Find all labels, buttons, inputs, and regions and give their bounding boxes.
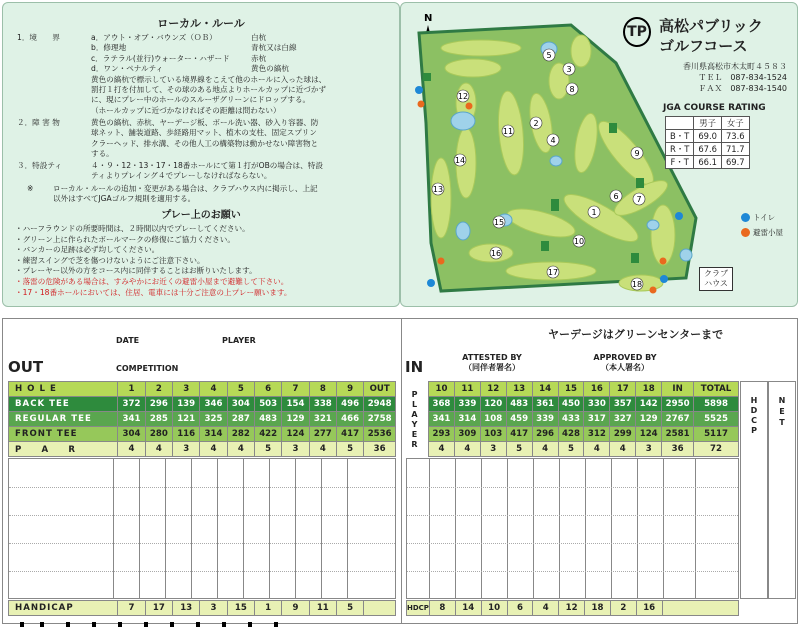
legend-shelter	[741, 227, 783, 238]
yardage-total: 2581	[662, 427, 694, 442]
back-tee-row	[429, 397, 739, 412]
handicap: 7	[118, 601, 145, 616]
out-score-table	[8, 381, 396, 457]
rule-text: する。	[91, 149, 114, 159]
attested-title: ATTESTED BY	[462, 353, 522, 362]
yardage: 466	[336, 412, 363, 427]
net-column[interactable]	[768, 381, 796, 599]
handicap: 2	[610, 601, 636, 616]
hole-7	[633, 193, 645, 205]
hole-total: IN	[662, 382, 694, 397]
hole-10	[573, 235, 585, 247]
shelter-icon	[660, 258, 667, 265]
rule-obstruction	[17, 118, 393, 160]
print-mark	[20, 622, 24, 627]
par: 4	[584, 442, 610, 457]
note-mark: ※	[27, 184, 34, 193]
hole-number: 15	[558, 382, 584, 397]
out-handicap-table	[8, 600, 396, 616]
handicap: 5	[336, 601, 363, 616]
hole-row	[9, 382, 396, 397]
in-handicap-table	[406, 600, 739, 616]
yardage: 120	[480, 397, 506, 412]
svg-text:9: 9	[634, 149, 640, 158]
yardage: 129	[636, 412, 662, 427]
handicap: 6	[507, 601, 533, 616]
print-mark	[274, 622, 278, 627]
yardage-grand-total: 5525	[694, 412, 739, 427]
hdcp-v-text: HDCP	[749, 396, 759, 436]
legend-label: 避雷小屋	[753, 228, 783, 237]
yardage: 327	[610, 412, 636, 427]
yardage: 142	[636, 397, 662, 412]
svg-text:5: 5	[546, 51, 552, 60]
yardage: 139	[173, 397, 200, 412]
clubhouse-line: クラブ	[704, 269, 728, 278]
print-mark	[248, 622, 252, 627]
legend-label: トイレ	[753, 213, 776, 222]
scorecard-divider	[401, 318, 402, 624]
svg-text:12: 12	[457, 92, 469, 101]
yardage: 341	[118, 412, 145, 427]
shelter-icon	[741, 228, 750, 237]
contact-info	[677, 61, 787, 94]
course-rating-table	[665, 116, 750, 169]
svg-text:18: 18	[631, 280, 643, 289]
svg-text:10: 10	[573, 237, 585, 246]
yardage: 293	[429, 427, 455, 442]
print-mark	[222, 622, 226, 627]
rating-value: 69.0	[694, 130, 722, 143]
hole-number: 4	[200, 382, 227, 397]
yardage: 124	[636, 427, 662, 442]
shelter-icon	[466, 103, 473, 110]
request-item: ・バンカーの足跡は必ず均してください。	[15, 245, 160, 255]
rule-text: ローカル・ルールの追加・変更がある場合は、クラブハウス内に掲示し、上記	[53, 184, 318, 193]
yardage: 483	[255, 412, 282, 427]
rating-value: 66.1	[694, 156, 722, 169]
hole-1	[588, 206, 600, 218]
rating-header: 男子	[694, 117, 722, 130]
rule-text: クラーヘッド、排水溝、その他人工の構築物は動かせない障害物と	[91, 138, 319, 148]
player-label: PLAYER	[222, 336, 256, 345]
yardage-total: 2948	[364, 397, 396, 412]
par-grand-total: 72	[694, 442, 739, 457]
handicap: 18	[585, 601, 611, 616]
rule-text: 球ネット、舗装道路、歩経路用マット、植木の支柱、固定スプリン	[91, 128, 317, 138]
yardage: 121	[173, 412, 200, 427]
handicap: 10	[481, 601, 507, 616]
net-v-text: NET	[777, 396, 787, 429]
print-mark	[118, 622, 122, 627]
course-name-line1: 高松パブリック	[659, 17, 763, 35]
out-heading: OUT	[8, 358, 44, 376]
yardage: 296	[145, 397, 172, 412]
rating-tee: F・T	[666, 156, 694, 169]
rule-marker: 青杭又は白線	[251, 43, 297, 53]
yardage-total: 2536	[364, 427, 396, 442]
yardage: 309	[454, 427, 480, 442]
yardage: 317	[584, 412, 610, 427]
handicap: 12	[559, 601, 585, 616]
hole-number: 3	[173, 382, 200, 397]
yardage: 129	[282, 412, 309, 427]
par: 4	[429, 442, 455, 457]
row-label: P A R	[9, 442, 118, 457]
handicap	[662, 601, 738, 616]
rule-number: 1．境 界	[17, 33, 60, 42]
handicap: 17	[145, 601, 172, 616]
handicap: 1	[255, 601, 282, 616]
shelter-icon	[418, 101, 425, 108]
hole-number: 17	[610, 382, 636, 397]
print-mark	[170, 622, 174, 627]
yardage: 372	[118, 397, 145, 412]
rule-text: ティよりプレイング４でプレーしなければならない。	[91, 171, 272, 181]
rule-number: ２．障 害 物	[17, 118, 60, 127]
request-warning: ・落雷の危険がある場合は、すみやかにお近くの避雷小屋まで避難して下さい。	[15, 276, 289, 286]
rule-item: a．アウト・オブ・バウンズ（ＯＢ）	[91, 33, 217, 42]
yardage: 433	[558, 412, 584, 427]
hole-5	[543, 49, 555, 61]
in-score-entry-grid[interactable]	[406, 458, 739, 599]
print-mark	[196, 622, 200, 627]
rule-special-tee	[17, 161, 393, 182]
rating-header	[666, 117, 694, 130]
hole-number: 10	[429, 382, 455, 397]
hole-row	[429, 382, 739, 397]
hole-number: 8	[309, 382, 336, 397]
request-item: ・ハーフラウンドの所要時間は、２時間以内でプレーしてください。	[15, 224, 250, 233]
yardage: 339	[454, 397, 480, 412]
svg-text:2: 2	[533, 119, 539, 128]
rule-marker: 白杭	[251, 33, 267, 42]
yardage: 277	[309, 427, 336, 442]
yardage: 304	[118, 427, 145, 442]
par: 5	[506, 442, 532, 457]
hole-15	[493, 216, 505, 228]
rating-tee: B・T	[666, 130, 694, 143]
hole-11	[502, 125, 514, 137]
handicap: 11	[309, 601, 336, 616]
yardage: 422	[255, 427, 282, 442]
requests-list	[15, 224, 291, 298]
yardage: 116	[173, 427, 200, 442]
toilet-icon	[660, 275, 668, 283]
yardage: 154	[282, 397, 309, 412]
par: 4	[227, 442, 254, 457]
svg-text:15: 15	[493, 218, 505, 227]
yardage-grand-total: 5117	[694, 427, 739, 442]
yardage: 496	[336, 397, 363, 412]
yardage: 341	[429, 412, 455, 427]
yardage: 357	[610, 397, 636, 412]
svg-text:13: 13	[432, 185, 444, 194]
par-total: 36	[662, 442, 694, 457]
hole-number: 12	[480, 382, 506, 397]
hole-number: 11	[454, 382, 480, 397]
shelter-icon	[438, 258, 445, 265]
handicap: 8	[429, 601, 455, 616]
hole-6	[610, 190, 622, 202]
yardage: 124	[282, 427, 309, 442]
hole-8	[566, 83, 578, 95]
north-label: N	[424, 13, 433, 24]
rule-text: に、現にプレー中のホールのスルーザグリーンにドロップする。	[91, 95, 311, 105]
hole-13	[432, 183, 444, 195]
par: 4	[145, 442, 172, 457]
par: 4	[200, 442, 227, 457]
rule-item: b．修理地	[91, 43, 127, 53]
rule-item: c．ラテラル(並行)ウォーター・ハザード	[91, 53, 230, 63]
par-total: 36	[364, 442, 396, 457]
svg-text:7: 7	[636, 195, 642, 204]
hole-number: 16	[584, 382, 610, 397]
address: 香川県高松市木太町４５８３	[683, 62, 787, 71]
clubhouse-label	[699, 267, 733, 291]
hole-3	[563, 63, 575, 75]
yardage: 450	[558, 397, 584, 412]
print-mark	[92, 622, 96, 627]
hole-2	[530, 117, 542, 129]
rule-item: d．ワン・ペナルティ	[91, 64, 164, 74]
hole-grand-total: TOTAL	[694, 382, 739, 397]
par: 4	[532, 442, 558, 457]
svg-text:8: 8	[569, 85, 575, 94]
yardage: 321	[309, 412, 336, 427]
legend-toilet	[741, 212, 775, 223]
yardage: 314	[454, 412, 480, 427]
yardage: 330	[584, 397, 610, 412]
toilet-icon	[427, 279, 435, 287]
handicap: 9	[282, 601, 309, 616]
yardage: 361	[532, 397, 558, 412]
svg-text:14: 14	[454, 156, 466, 165]
yardage: 325	[200, 412, 227, 427]
rating-value: 67.6	[694, 143, 722, 156]
rule-text: （ホールカップに近づかなければその距離は問わない）	[91, 105, 281, 115]
toilet-icon	[675, 212, 683, 220]
svg-text:16: 16	[490, 249, 502, 258]
hole-12	[457, 90, 469, 102]
handicap-row	[407, 601, 739, 616]
requests-title: プレー上のお願い	[161, 210, 241, 221]
out-score-entry-grid[interactable]	[8, 458, 396, 599]
hole-number: 13	[506, 382, 532, 397]
hole-total: OUT	[364, 382, 396, 397]
hole-14	[454, 154, 466, 166]
toilet-icon	[741, 213, 750, 222]
regular-tee-row	[9, 412, 396, 427]
par: 4	[309, 442, 336, 457]
hole-number: 7	[282, 382, 309, 397]
par: 3	[282, 442, 309, 457]
print-mark	[66, 622, 70, 627]
par: 4	[454, 442, 480, 457]
yardage: 296	[532, 427, 558, 442]
course-name	[659, 16, 763, 56]
handicap: 13	[173, 601, 200, 616]
rule-text: ４・９・12・13・17・18番ホールにて第１打がOBの場合は、特設	[91, 161, 323, 170]
hdcp-column[interactable]	[740, 381, 768, 599]
handicap: 14	[455, 601, 481, 616]
handicap: 16	[636, 601, 662, 616]
request-warning: ・17・18番ホールにおいては、住居、電車には十分ご注意の上プレー願います。	[15, 287, 292, 297]
hole-number: 6	[255, 382, 282, 397]
rule-text: 黄色の縞杭、赤杭、ヤーデージ板、ボール洗い器、砂入り容器、防	[91, 118, 319, 127]
handicap: 3	[200, 601, 227, 616]
yardage: 417	[506, 427, 532, 442]
yardage: 282	[227, 427, 254, 442]
hole-number: 5	[227, 382, 254, 397]
yardage-total: 2950	[662, 397, 694, 412]
svg-text:11: 11	[502, 127, 514, 136]
svg-text:4: 4	[550, 136, 556, 145]
yardage: 304	[227, 397, 254, 412]
yardage: 459	[506, 412, 532, 427]
approved-title: APPROVED BY	[593, 353, 657, 362]
back-tee-row	[9, 397, 396, 412]
rule-text: 罰打１打を付加して、その球のある地点よりホールカップに近づかず	[91, 85, 327, 95]
yardage-grand-total: 5898	[694, 397, 739, 412]
hole-16	[490, 247, 502, 259]
shelter-icon	[650, 287, 657, 294]
yardage-note: ヤーデージはグリーンセンターまで	[548, 328, 724, 341]
par: 4	[118, 442, 145, 457]
par-row	[429, 442, 739, 457]
row-label: REGULAR TEE	[9, 412, 118, 427]
rating-header: 女子	[721, 117, 749, 130]
row-label: H O L E	[9, 382, 118, 397]
print-mark	[40, 622, 44, 627]
handicap: 4	[533, 601, 559, 616]
row-label: BACK TEE	[9, 397, 118, 412]
yardage: 287	[227, 412, 254, 427]
hole-number: 2	[145, 382, 172, 397]
date-label: DATE	[116, 336, 140, 345]
par: 3	[173, 442, 200, 457]
regular-tee-row	[429, 412, 739, 427]
par: 4	[610, 442, 636, 457]
yardage: 339	[532, 412, 558, 427]
player-vertical-label	[409, 390, 423, 450]
local-rules-title: ローカル・ルール	[157, 17, 245, 30]
rule-marker: 黄色の縞杭	[251, 64, 289, 74]
rule-marker: 赤杭	[251, 53, 267, 63]
par: 5	[558, 442, 584, 457]
telephone: ＴＥＬ 087-834-1524	[698, 73, 787, 82]
yardage: 285	[145, 412, 172, 427]
course-name-line2: ゴルフコース	[659, 37, 748, 55]
front-tee-row	[9, 427, 396, 442]
request-item: ・グリーン上に作られたボールマークの修復にご協力ください。	[15, 234, 235, 244]
svg-text:3: 3	[566, 65, 572, 74]
hole-17	[547, 266, 559, 278]
course-logo: TP	[623, 17, 651, 47]
svg-text:6: 6	[613, 192, 619, 201]
rule-text: 黄色の縞杭で標示している境界線をこえて他のホールに入った球は、	[91, 74, 327, 84]
yardage: 417	[336, 427, 363, 442]
par-row	[9, 442, 396, 457]
yardage-total: 2758	[364, 412, 396, 427]
toilet-icon	[415, 86, 423, 94]
rating-value: 71.7	[721, 143, 749, 156]
svg-text:17: 17	[547, 268, 559, 277]
print-mark	[144, 622, 148, 627]
handicap	[364, 601, 396, 616]
yardage: 314	[200, 427, 227, 442]
yardage: 368	[429, 397, 455, 412]
row-label: HDCP	[407, 601, 430, 616]
yardage: 503	[255, 397, 282, 412]
yardage: 428	[558, 427, 584, 442]
approved-sub: （本人署名）	[601, 363, 649, 372]
yardage: 280	[145, 427, 172, 442]
request-item: ・練習スイングで芝を傷つけないようにご注意下さい。	[15, 255, 205, 265]
local-rules-panel	[2, 2, 400, 307]
hdcp-vertical-label	[741, 396, 767, 436]
attested-sub: （同伴者署名）	[464, 363, 520, 372]
yardage: 103	[480, 427, 506, 442]
yardage-total: 2767	[662, 412, 694, 427]
handicap: 15	[227, 601, 254, 616]
yardage: 338	[309, 397, 336, 412]
hole-number: 18	[636, 382, 662, 397]
rating-title: JGA COURSE RATING	[663, 103, 766, 113]
hole-number: 1	[118, 382, 145, 397]
par: 5	[255, 442, 282, 457]
hole-number: 9	[336, 382, 363, 397]
clubhouse-line: ハウス	[704, 279, 728, 288]
course-map-panel	[400, 2, 798, 307]
rule-text: 以外はすべてJGAゴルフ規則を適用する。	[53, 194, 196, 204]
handicap-row	[9, 601, 396, 616]
yardage: 108	[480, 412, 506, 427]
hole-18	[631, 278, 643, 290]
rating-value: 73.6	[721, 130, 749, 143]
attested-label	[452, 353, 532, 373]
par: 3	[480, 442, 506, 457]
rule-boundary	[17, 33, 393, 116]
par: 5	[336, 442, 363, 457]
svg-text:1: 1	[591, 208, 597, 217]
in-score-table	[428, 381, 739, 457]
yardage: 346	[200, 397, 227, 412]
rating-tee: R・T	[666, 143, 694, 156]
competition-label: COMPETITION	[116, 364, 179, 373]
player-v-text: PLAYER	[410, 390, 419, 450]
row-label: FRONT TEE	[9, 427, 118, 442]
yardage: 312	[584, 427, 610, 442]
par: 3	[636, 442, 662, 457]
rule-number: ３．特設ティ	[17, 161, 62, 170]
approved-label	[580, 353, 670, 373]
fax: ＦＡＸ 087-834-1540	[698, 84, 787, 93]
request-item: ・プレーヤー以外の方をコース内に同伴することはお断りいたします。	[15, 266, 257, 276]
yardage: 483	[506, 397, 532, 412]
hole-4	[547, 134, 559, 146]
hole-9	[631, 147, 643, 159]
rule-note	[17, 184, 393, 205]
hole-number: 14	[532, 382, 558, 397]
front-tee-row	[429, 427, 739, 442]
row-label: HANDICAP	[9, 601, 118, 616]
in-heading: IN	[405, 358, 424, 376]
rating-value: 69.7	[721, 156, 749, 169]
yardage: 299	[610, 427, 636, 442]
net-vertical-label	[769, 396, 795, 429]
